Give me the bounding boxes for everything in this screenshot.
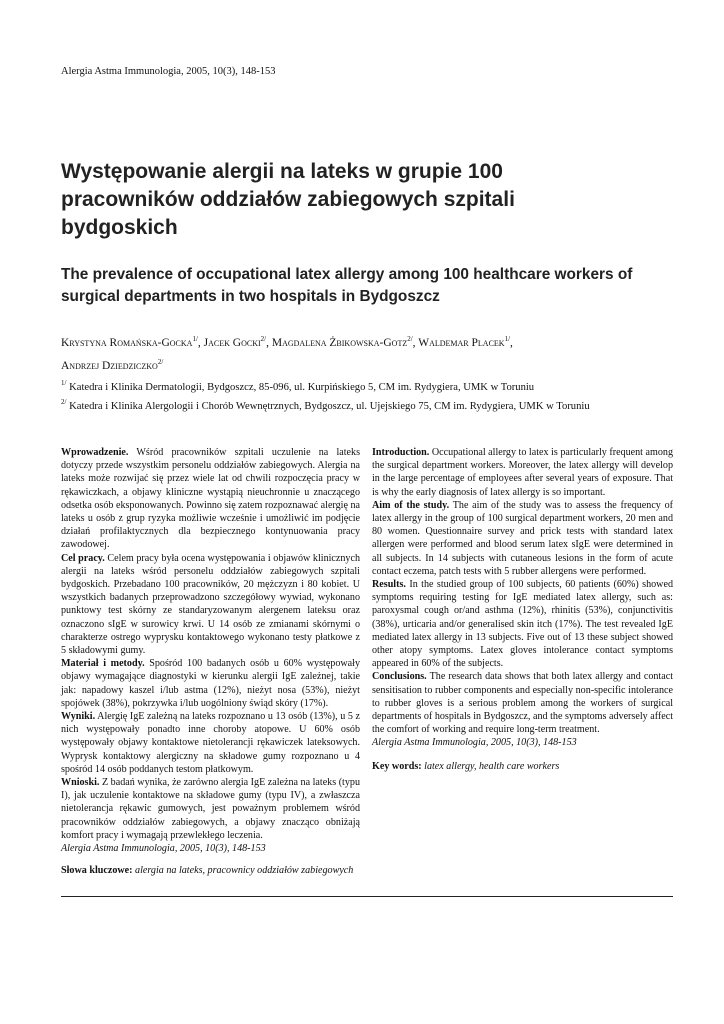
citation: Alergia Astma Immunologia, 2005, 10(3), 148-153 (61, 843, 266, 855)
affiliations (61, 376, 681, 414)
abstract-section: Wyniki. Alergię IgE zależną na lateks rozpoznano u 13 osób (13%), u 5 z nich występowały ponadto inne choroby atopowe. U 60% osób występowały objawy kontaktowe nietolerancji rękawiczek lateksowych. Wyprysk kontaktowy alergiczny na składowe gumy rozpoznano u 4 spośród 14 osób poddanych testom płatkowym. (61, 711, 360, 775)
abstract-polish (61, 446, 360, 878)
author: Krystyna Romańska-Gocka$^{1/}$, (61, 335, 204, 349)
abstract-section: Aim of the study. The aim of the study was to assess the frequency of latex allergy in the group of 100 surgical department workers, 20 men and 80 women. Questionnaire survey and prick tests with standard latex allergen were performed and blood serum latex sIgE were determined in all subjects. In 14 subjects with cutaneous lesions in the form of acute contact eczema, patch tests with 5 rubber allergens were performed. (372, 499, 674, 577)
author: Andrzej Dziedziczko$^{2/}$ (61, 358, 164, 372)
keywords: Słowa kluczowe: alergia na lateks, pracownicy oddziałów zabiegowych (61, 865, 354, 877)
abstract-section: Introduction. Occupational allergy to latex is particularly frequent among the surgical department workers. Moreover, the latex allergy will develop in the large percentage of employees after several years of exposure. That is why the early diagnosis of latex allergy is so important. (372, 447, 673, 498)
abstract-section: Cel pracy. Celem pracy była ocena występowania i objawów klinicznych alergii na lateks wśród personelu oddziałów zabiegowych szpitali bydgoskich. Przebadano 100 pracowników, 20 mężczyzn i 80 kobiet. U wszystkich badanych przeprowadzono szczegółowy wywiad, wykonano punktowy test skórny ze standaryzowanym alergenem lateksu oraz oznaczono sIgE w surowicy krwi. U 14 osób ze zmianami skórnymi o charakterze ostrego wyprysku kontaktowego wykonano testy płatkowe z 5 składowymi gumy. (61, 552, 360, 657)
affiliation: $^{2/}$ Katedra i Klinika Alergologii i Chorób Wewnętrznych, Bydgoszcz, ul. Ujejskiego 75, CM im. Rydygiera, UMK w Toruniu (61, 398, 590, 412)
abstract-section: Wprowadzenie. Wśród pracowników szpitali uczulenie na lateks dotyczy przede wszystkim personelu oddziałów zabiegowych. Alergia na lateks może rozwijać się przez wiele lat od chwili rozpoczęcia pracy w rękawiczkach, a objawy kliniczne wystąpią nieuchronnie u znaczącego odsetka osób eksponowanych. Powinno się zatem rozpoznawać alergię na lateks u osób z grup ryzyka możliwie wcześnie i umożliwić im podjęcie działań profilaktycznych dla bezpiecznego kontynuowania pracy zawodowej. (61, 447, 360, 551)
title-polish: Występowanie alergii na lateks w grupie 100 pracowników oddziałów zabiegowych szpitali bydgoskich (61, 160, 515, 239)
bottom-divider (61, 896, 673, 897)
journal-reference: Alergia Astma Immunologia, 2005, 10(3), 148-153 (61, 66, 276, 77)
abstract-section: Conclusions. The research data shows that both latex allergy and contact sensitisation to rubber components and especially non-specific intolerance to rubber gloves is a serious problem among the workers of surgical departments of hospitals in Bydgoszcz, and the symptoms adversely affect the comfort of working and require long-term treatment. Alergia Astma Immunologia, 2005, 10(3), 148-153 (372, 671, 673, 749)
author-list (61, 330, 671, 376)
author: Magdalena Żbikowska-Gotz$^{2/}$, (271, 335, 419, 349)
abstract-section: Materiał i metody. Spośród 100 badanych osób u 60% występowały objawy wymagające diagnostyki w kierunku alergii IgE zależnej, takie jak: napadowy kaszel i/lub astma (12%), nieżyt nosa (53%), nieżyt spojówek (38%), pokrzywka i/lub uogólniony świąd skóry (17%). (61, 658, 361, 709)
abstract-section: Results. In the studied group of 100 subjects, 60 patients (60%) showed symptoms requiring testing for IgE mediated latex allergy, such as: paroxysmal cough or/and asthma (12%), rhinitis (53%), conjunctivitis (38%), urticaria and/or generalised skin itch (17%). The test revealed IgE mediated latex allergy in 13 subjects. Five out of 13 these subject showed other atopy symptoms. Latex gloves intolerance contact symptoms appeared in 60% of the subjects. (372, 579, 673, 670)
abstract-section: Wnioski. Z badań wynika, że zarówno alergia IgE zależna na lateks (typu I), jak uczulenie kontaktowe na składowe gumy (typu IV), a zwłaszcza nietolerancja rękawic gumowych, jest poważnym problemem wśród pracowników oddziałów zabiegowych, a objawy znacząco obniżają komfort pracy i wymagają przewlekłego leczenia. Alergia Astma Immunologia, 2005, 10(3), 148-153 (61, 777, 360, 855)
keywords: Key words: latex allergy, health care workers (372, 760, 560, 772)
abstract-english (372, 446, 673, 773)
author: Jacek Gocki$^{2/}$, (203, 335, 272, 349)
title-english: The prevalence of occupational latex allergy among 100 healthcare workers of surgical departments in two hospitals in Bydgoszcz (61, 266, 633, 305)
author: Waldemar Placek$^{1/}$, (418, 335, 513, 349)
affiliation: $^{1/}$ Katedra i Klinika Dermatologii, Bydgoszcz, 85-096, ul. Kurpińskiego 5, CM im. Rydygiera, UMK w Toruniu (61, 379, 535, 393)
citation: Alergia Astma Immunologia, 2005, 10(3), 148-153 (372, 737, 577, 749)
